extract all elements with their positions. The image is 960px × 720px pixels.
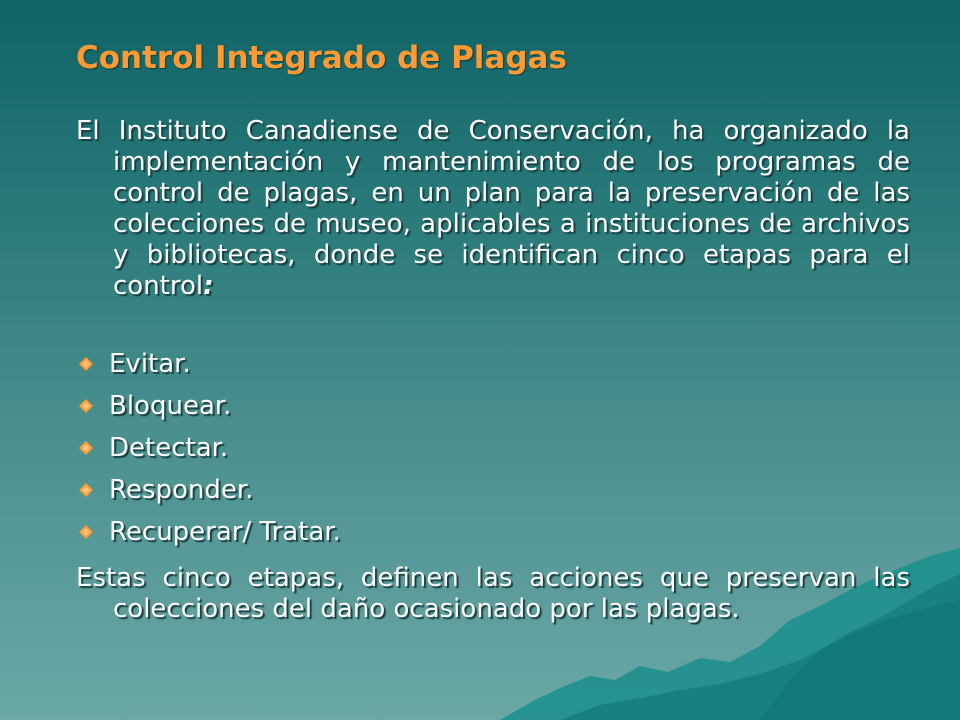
intro-paragraph-block — [76, 116, 910, 302]
slide-title: Control Integrado de Plagas — [76, 40, 567, 76]
diamond-bullet-icon — [79, 399, 93, 413]
list-item — [76, 427, 341, 469]
stage-label: Recuperar/ Tratar. — [109, 517, 341, 547]
closing-paragraph-block — [76, 563, 910, 625]
stage-label: Evitar. — [109, 349, 191, 379]
stage-label: Bloquear. — [109, 391, 232, 421]
diamond-bullet-icon — [79, 357, 93, 371]
intro-paragraph — [76, 116, 910, 302]
list-item — [76, 385, 341, 427]
diamond-bullet-icon — [79, 441, 93, 455]
stages-list — [76, 343, 341, 553]
intro-end-mark: : — [203, 271, 214, 301]
list-item — [76, 343, 341, 385]
diamond-bullet-icon — [79, 525, 93, 539]
intro-paragraph-text: El Instituto Canadiense de Conservación, ha organizado la implementación y mantenimiento de los programas de control de plagas, en un plan para la preservación de las colecciones de museo, aplicables a instituciones de archivos y bibliotecas, donde se identifican cinco etapas para el control — [76, 116, 910, 301]
list-item — [76, 511, 341, 553]
list-item — [76, 469, 341, 511]
closing-paragraph: Estas cinco etapas, definen las acciones que preservan las colecciones del daño ocasionado por las plagas. — [76, 563, 910, 624]
stage-label: Responder. — [109, 475, 254, 505]
stage-label: Detectar. — [109, 433, 229, 463]
diamond-bullet-icon — [79, 483, 93, 497]
